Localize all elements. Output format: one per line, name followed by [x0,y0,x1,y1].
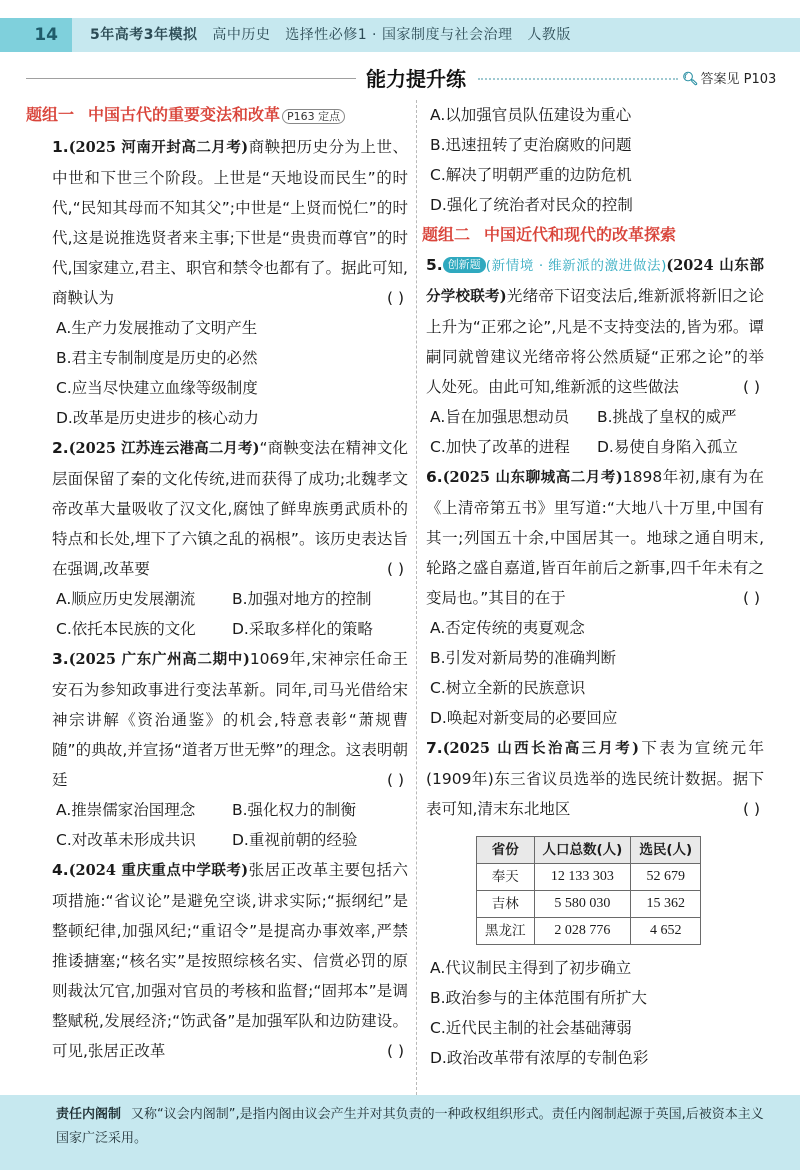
book-title: 选择性必修1 · 国家制度与社会治理 [285,27,513,43]
q7-option-d[interactable]: D.政治改革带有浓厚的专制色彩 [430,1049,649,1067]
q4-option-c[interactable]: C.解决了明朝严重的边防危机 [430,166,632,184]
q3-option-b[interactable]: B.强化权力的制衡 [232,801,357,819]
q5-options-row-2 [426,432,764,462]
left-column [26,100,409,1066]
question-2: 2.(2025 江苏连云港高二月考)“商鞅变法在精神文化层面保留了秦的文化传统,进而获得了成功;北魏孝文帝改革大量吸收了汉文化,腐蚀了鲜卑族勇武质朴的特点和长处,埋下了六镇之乱的祸根”。该历史表达旨在强调,改革要 ( ) [52,439,409,578]
q7-option-c[interactable]: C.近代民主制的社会基础薄弱 [430,1019,632,1037]
table-cell: 奉天 [477,864,535,891]
section-rule-right [478,78,678,80]
voter-statistics-table [476,836,701,945]
question-3: 3.(2025 广东广州高二期中)1069年,宋神宗任命王安石为参知政事进行变法革新。同年,司马光借给宋神宗讲解《资治通鉴》的机会,特意表彰“萧规曹随”的典故,并宣扬“道者万世无弊”的理念。这表明朝廷 ( ) [52,650,409,789]
reference-badge: P163 定点 [282,109,345,124]
q1-option-a[interactable]: A.生产力发展推动了文明产生 [56,319,258,337]
table-header: 选民(人) [631,837,701,864]
q4-option-b[interactable]: B.迅速扭转了吏治腐败的问题 [430,136,632,154]
q3-option-d[interactable]: D.重视前朝的经验 [232,831,358,849]
table-cell: 12 133 303 [534,864,631,891]
question-7: 7.(2025 山西长治高三月考)下表为宣统元年(1909年)东三省议员选举的选民统计数据。据下表可知,清末东北地区 ( ) [426,739,764,818]
q1-option-b[interactable]: B.君主专制制度是历史的必然 [56,349,258,367]
q3-option-c[interactable]: C.对改革未形成共识 [56,831,196,849]
question-4: 4.(2024 重庆重点中学联考)张居正改革主要包括六项措施:“省议论”是避免空谈,讲求实际;“振纲纪”是整顿纪律,加强风纪;“重诏令”是提高办事效率,严禁推诿搪塞;“核名实”是按照综核名实、信赏必罚的原则裁汰冗官,加强对官员的考核和监督;“固邦本”是调整赋税,发展经济;“饬武备”是加强军队和边防建设。可见,张居正改革 ( ) [52,861,408,1060]
table-cell: 2 028 776 [534,918,631,945]
group-title-1: 题组一 中国古代的重要变法和改革 P163 定点 [26,100,408,132]
q6-option-a[interactable]: A.否定传统的夷夏观念 [430,619,585,637]
q5-options-row-1 [426,402,764,432]
footer-text [56,1103,776,1151]
q3-option-a[interactable]: A.推崇儒家治国理念 [56,801,196,819]
question-6: 6.(2025 山东聊城高二月考)1898年初,康有为在《上清帝第五书》里写道:“大地八十万里,中国有其一;列国五十余,中国居其一。地球之通自明末,轮路之盛自嘉道,皆百年前后之新事,四千年未有之变局也。”其目的在于 ( ) [426,468,765,607]
table-header: 人口总数(人) [534,837,631,864]
table-row [477,918,701,945]
page-number: 14 [0,18,72,52]
section-title: 能力提升练 [366,67,466,91]
q2-option-b[interactable]: B.加强对地方的控制 [232,590,372,608]
column-divider [416,100,417,1100]
table-cell: 5 580 030 [534,891,631,918]
footer-definition: 又称“议会内阁制”,是指内阁由议会产生并对其负责的一种政权组织形式。责任内阁制起源于英国,后被资本主义国家广泛采用。 [56,1107,764,1146]
footer-note [0,1095,800,1170]
q2-option-d[interactable]: D.采取多样化的策略 [232,620,373,638]
footer-term: 责任内阁制 [56,1107,122,1122]
answer-reference: 🔍︎ 答案见 P103 [682,72,777,87]
q5-option-c[interactable]: C.加快了改革的进程 [430,438,570,456]
question-1: 1.(2025 河南开封高二月考)商鞅把历史分为上世、中世和下世三个阶段。上世是“天地设而民生”的时代,“民知其母而不知其父”;中世是“上贤而悦仁”的时代,这是说推选贤者来主事;下世是“贵贵而尊官”的时代,国家建立,君主、职官和禁令也都有了。据此可知,商鞅认为 ( ) [52,138,408,307]
q7-option-b[interactable]: B.政治参与的主体范围有所扩大 [430,989,648,1007]
right-column [422,100,765,1073]
group-title-2: 题组二 中国近代和现代的改革探索 [422,225,677,244]
innovation-badge: 创新题 [443,257,486,273]
q5-option-a[interactable]: A.旨在加强思想动员 [430,408,570,426]
brand: 5年高考3年模拟 [90,27,198,43]
section-title-bar [0,64,800,94]
section-rule-left [26,78,356,79]
table-row [477,864,701,891]
table-cell: 52 679 [631,864,701,891]
q2-options-row-1 [52,584,408,614]
q4-option-a[interactable]: A.以加强官员队伍建设为重心 [430,106,632,124]
edition: 人教版 [527,27,571,43]
table-header-row [477,837,701,864]
search-icon: 🔍︎ [682,72,699,87]
q1-option-c[interactable]: C.应当尽快建立血缘等级制度 [56,379,258,397]
q6-option-b[interactable]: B.引发对新局势的准确判断 [430,649,617,667]
q2-options-row-2 [52,614,408,644]
q3-options-row-1 [52,795,408,825]
q4-option-d[interactable]: D.强化了统治者对民众的控制 [430,196,633,214]
table-row [477,891,701,918]
q2-option-c[interactable]: C.依托本民族的文化 [56,620,196,638]
table-cell: 15 362 [631,891,701,918]
q2-option-a[interactable]: A.顺应历史发展潮流 [56,590,196,608]
subject: 高中历史 [212,27,271,43]
question-5: 5. 创新题 (新情境 · 维新派的激进做法)(2024 山东部分学校联考)光绪帝下诏变法后,维新派将新旧之论上升为“正邪之论”,凡是不支持变法的,皆为邪。谭嗣同就曾建议光绪帝将公然质疑“正邪之论”的举人处死。由此可知,维新派的这些做法 ( ) [426,256,764,396]
table-header: 省份 [477,837,535,864]
q5-option-d[interactable]: D.易使自身陷入孤立 [597,438,738,456]
q6-option-d[interactable]: D.唤起对新变局的必要回应 [430,709,618,727]
table-cell: 吉林 [477,891,535,918]
table-cell: 4 652 [631,918,701,945]
q1-option-d[interactable]: D.改革是历史进步的核心动力 [56,409,259,427]
q5-option-b[interactable]: B.挑战了皇权的威严 [597,408,737,426]
q7-option-a[interactable]: A.代议制民主得到了初步确立 [430,959,632,977]
header-text [90,18,571,52]
q6-option-c[interactable]: C.树立全新的民族意识 [430,679,586,697]
q3-options-row-2 [52,825,408,855]
table-cell: 黑龙江 [477,918,535,945]
page-header [0,0,800,66]
